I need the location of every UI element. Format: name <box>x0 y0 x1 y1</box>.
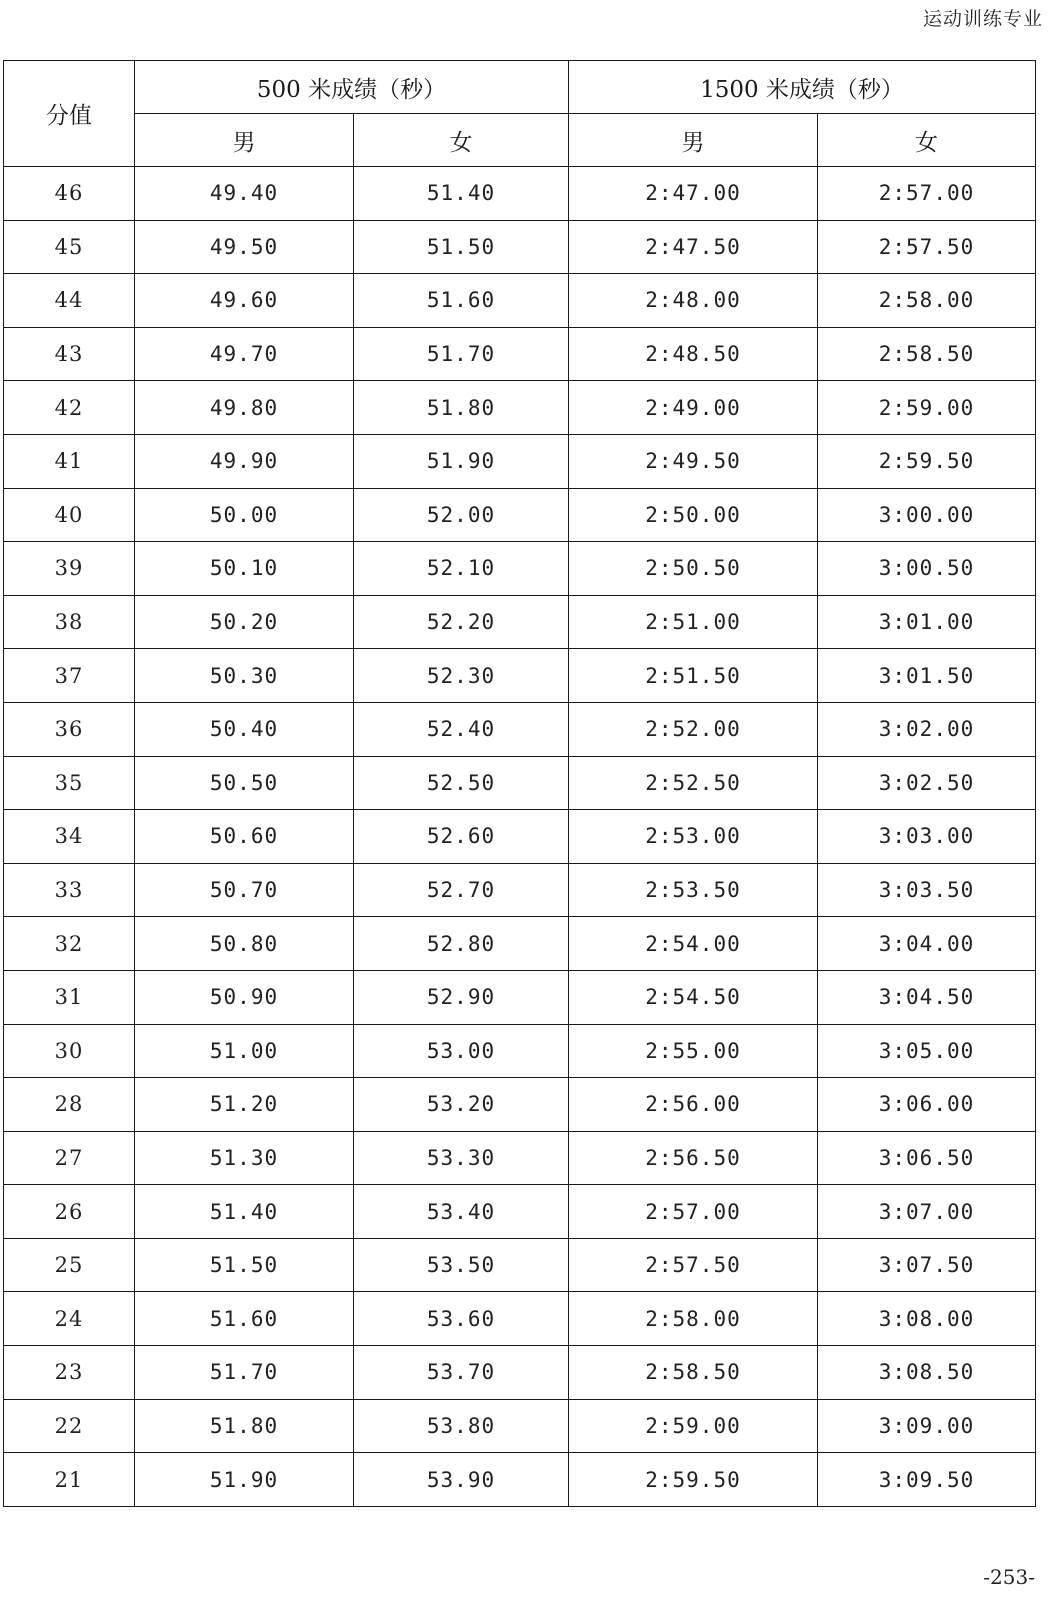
table-row <box>4 381 1036 435</box>
cell-500m-female: 53.00 <box>354 1024 569 1078</box>
cell-500m-male: 50.70 <box>135 863 354 917</box>
table-row <box>4 649 1036 703</box>
cell-score: 23 <box>4 1346 135 1400</box>
cell-500m-female: 52.60 <box>354 810 569 864</box>
cell-500m-male: 51.00 <box>135 1024 354 1078</box>
cell-500m-female: 51.70 <box>354 327 569 381</box>
cell-1500m-male: 2:56.00 <box>569 1078 818 1132</box>
cell-score: 46 <box>4 167 135 221</box>
cell-1500m-female: 3:09.00 <box>818 1399 1036 1453</box>
cell-score: 38 <box>4 595 135 649</box>
cell-500m-male: 51.40 <box>135 1185 354 1239</box>
cell-1500m-female: 2:57.50 <box>818 220 1036 274</box>
cell-1500m-female: 3:00.00 <box>818 488 1036 542</box>
cell-500m-female: 51.50 <box>354 220 569 274</box>
cell-1500m-female: 3:04.00 <box>818 917 1036 971</box>
cell-500m-male: 51.90 <box>135 1453 354 1507</box>
cell-500m-female: 52.40 <box>354 702 569 756</box>
cell-500m-female: 53.40 <box>354 1185 569 1239</box>
cell-500m-male: 49.50 <box>135 220 354 274</box>
cell-score: 34 <box>4 810 135 864</box>
table-row <box>4 488 1036 542</box>
cell-1500m-female: 3:04.50 <box>818 970 1036 1024</box>
header-1500m-female: 女 <box>818 114 1036 167</box>
header-score: 分值 <box>4 61 135 167</box>
cell-1500m-male: 2:53.50 <box>569 863 818 917</box>
header-row-gender <box>4 114 1036 167</box>
cell-500m-female: 52.80 <box>354 917 569 971</box>
table-row <box>4 1453 1036 1507</box>
cell-500m-male: 49.40 <box>135 167 354 221</box>
table-row <box>4 917 1036 971</box>
cell-500m-female: 51.60 <box>354 274 569 328</box>
table-row <box>4 220 1036 274</box>
cell-score: 26 <box>4 1185 135 1239</box>
cell-score: 42 <box>4 381 135 435</box>
header-500m-group: 500 米成绩（秒） <box>135 61 569 114</box>
cell-1500m-male: 2:58.50 <box>569 1346 818 1400</box>
table-row <box>4 1292 1036 1346</box>
cell-score: 31 <box>4 970 135 1024</box>
cell-1500m-male: 2:50.00 <box>569 488 818 542</box>
cell-1500m-male: 2:55.00 <box>569 1024 818 1078</box>
cell-500m-male: 49.70 <box>135 327 354 381</box>
cell-1500m-male: 2:49.00 <box>569 381 818 435</box>
cell-500m-female: 53.60 <box>354 1292 569 1346</box>
table-row <box>4 1185 1036 1239</box>
cell-1500m-male: 2:48.00 <box>569 274 818 328</box>
cell-500m-female: 52.50 <box>354 756 569 810</box>
table-row <box>4 1078 1036 1132</box>
cell-1500m-male: 2:47.50 <box>569 220 818 274</box>
cell-1500m-female: 3:03.50 <box>818 863 1036 917</box>
score-table <box>3 60 1036 1507</box>
cell-score: 43 <box>4 327 135 381</box>
cell-score: 33 <box>4 863 135 917</box>
cell-500m-male: 49.80 <box>135 381 354 435</box>
table-row <box>4 327 1036 381</box>
table-row <box>4 1238 1036 1292</box>
table-row <box>4 1346 1036 1400</box>
cell-1500m-female: 3:00.50 <box>818 542 1036 596</box>
cell-1500m-male: 2:48.50 <box>569 327 818 381</box>
cell-500m-female: 52.00 <box>354 488 569 542</box>
cell-1500m-female: 2:59.50 <box>818 434 1036 488</box>
cell-1500m-female: 3:03.00 <box>818 810 1036 864</box>
table-row <box>4 702 1036 756</box>
cell-500m-male: 50.20 <box>135 595 354 649</box>
cell-500m-male: 51.30 <box>135 1131 354 1185</box>
table-row <box>4 756 1036 810</box>
cell-500m-female: 51.40 <box>354 167 569 221</box>
cell-500m-female: 53.70 <box>354 1346 569 1400</box>
running-header: 运动训练专业 <box>922 8 1043 30</box>
cell-500m-male: 50.30 <box>135 649 354 703</box>
cell-500m-male: 50.80 <box>135 917 354 971</box>
cell-1500m-female: 2:58.50 <box>818 327 1036 381</box>
table-row <box>4 1399 1036 1453</box>
header-1500m-group: 1500 米成绩（秒） <box>569 61 1036 114</box>
cell-1500m-male: 2:56.50 <box>569 1131 818 1185</box>
table-row <box>4 274 1036 328</box>
cell-score: 40 <box>4 488 135 542</box>
cell-500m-male: 50.40 <box>135 702 354 756</box>
cell-500m-male: 49.90 <box>135 434 354 488</box>
cell-500m-female: 51.80 <box>354 381 569 435</box>
cell-1500m-male: 2:50.50 <box>569 542 818 596</box>
table-row <box>4 167 1036 221</box>
cell-1500m-male: 2:54.50 <box>569 970 818 1024</box>
cell-score: 27 <box>4 1131 135 1185</box>
cell-500m-male: 51.70 <box>135 1346 354 1400</box>
cell-1500m-female: 2:59.00 <box>818 381 1036 435</box>
cell-1500m-female: 3:06.50 <box>818 1131 1036 1185</box>
cell-score: 25 <box>4 1238 135 1292</box>
cell-score: 24 <box>4 1292 135 1346</box>
cell-1500m-female: 3:07.50 <box>818 1238 1036 1292</box>
cell-500m-female: 53.80 <box>354 1399 569 1453</box>
cell-500m-male: 51.20 <box>135 1078 354 1132</box>
table-row <box>4 970 1036 1024</box>
table-row <box>4 434 1036 488</box>
cell-500m-male: 50.90 <box>135 970 354 1024</box>
cell-500m-female: 52.30 <box>354 649 569 703</box>
table-row <box>4 1024 1036 1078</box>
table-row <box>4 1131 1036 1185</box>
cell-500m-male: 49.60 <box>135 274 354 328</box>
cell-500m-male: 51.80 <box>135 1399 354 1453</box>
cell-500m-male: 50.60 <box>135 810 354 864</box>
cell-1500m-male: 2:59.50 <box>569 1453 818 1507</box>
header-row-groups <box>4 61 1036 114</box>
header-500m-female: 女 <box>354 114 569 167</box>
cell-1500m-male: 2:51.00 <box>569 595 818 649</box>
cell-500m-male: 50.10 <box>135 542 354 596</box>
cell-1500m-female: 3:02.50 <box>818 756 1036 810</box>
cell-score: 41 <box>4 434 135 488</box>
cell-1500m-male: 2:49.50 <box>569 434 818 488</box>
cell-1500m-male: 2:58.00 <box>569 1292 818 1346</box>
cell-500m-female: 52.90 <box>354 970 569 1024</box>
cell-score: 37 <box>4 649 135 703</box>
cell-500m-male: 51.60 <box>135 1292 354 1346</box>
cell-1500m-male: 2:52.50 <box>569 756 818 810</box>
cell-1500m-male: 2:52.00 <box>569 702 818 756</box>
cell-500m-female: 53.90 <box>354 1453 569 1507</box>
cell-1500m-male: 2:47.00 <box>569 167 818 221</box>
cell-score: 35 <box>4 756 135 810</box>
cell-score: 21 <box>4 1453 135 1507</box>
cell-500m-female: 51.90 <box>354 434 569 488</box>
cell-score: 32 <box>4 917 135 971</box>
cell-1500m-male: 2:57.00 <box>569 1185 818 1239</box>
table-row <box>4 863 1036 917</box>
cell-500m-female: 53.20 <box>354 1078 569 1132</box>
cell-500m-male: 50.50 <box>135 756 354 810</box>
cell-500m-female: 52.70 <box>354 863 569 917</box>
cell-1500m-female: 2:58.00 <box>818 274 1036 328</box>
table-row <box>4 595 1036 649</box>
cell-1500m-female: 3:02.00 <box>818 702 1036 756</box>
cell-score: 39 <box>4 542 135 596</box>
cell-1500m-male: 2:54.00 <box>569 917 818 971</box>
table-body <box>4 167 1036 1507</box>
cell-score: 44 <box>4 274 135 328</box>
cell-500m-female: 52.20 <box>354 595 569 649</box>
cell-500m-male: 51.50 <box>135 1238 354 1292</box>
cell-1500m-female: 3:01.50 <box>818 649 1036 703</box>
cell-500m-male: 50.00 <box>135 488 354 542</box>
cell-1500m-female: 3:07.00 <box>818 1185 1036 1239</box>
cell-1500m-male: 2:59.00 <box>569 1399 818 1453</box>
cell-500m-female: 53.50 <box>354 1238 569 1292</box>
cell-500m-female: 53.30 <box>354 1131 569 1185</box>
page-number: -253- <box>983 1565 1035 1589</box>
table-row <box>4 542 1036 596</box>
cell-1500m-female: 3:09.50 <box>818 1453 1036 1507</box>
cell-1500m-female: 3:05.00 <box>818 1024 1036 1078</box>
header-500m-male: 男 <box>135 114 354 167</box>
cell-1500m-female: 3:08.00 <box>818 1292 1036 1346</box>
cell-1500m-female: 3:06.00 <box>818 1078 1036 1132</box>
cell-score: 45 <box>4 220 135 274</box>
cell-1500m-male: 2:51.50 <box>569 649 818 703</box>
header-1500m-male: 男 <box>569 114 818 167</box>
cell-1500m-male: 2:53.00 <box>569 810 818 864</box>
cell-500m-female: 52.10 <box>354 542 569 596</box>
cell-score: 22 <box>4 1399 135 1453</box>
cell-score: 36 <box>4 702 135 756</box>
cell-score: 28 <box>4 1078 135 1132</box>
cell-1500m-male: 2:57.50 <box>569 1238 818 1292</box>
cell-1500m-female: 3:01.00 <box>818 595 1036 649</box>
cell-1500m-female: 3:08.50 <box>818 1346 1036 1400</box>
cell-1500m-female: 2:57.00 <box>818 167 1036 221</box>
cell-score: 30 <box>4 1024 135 1078</box>
table-row <box>4 810 1036 864</box>
